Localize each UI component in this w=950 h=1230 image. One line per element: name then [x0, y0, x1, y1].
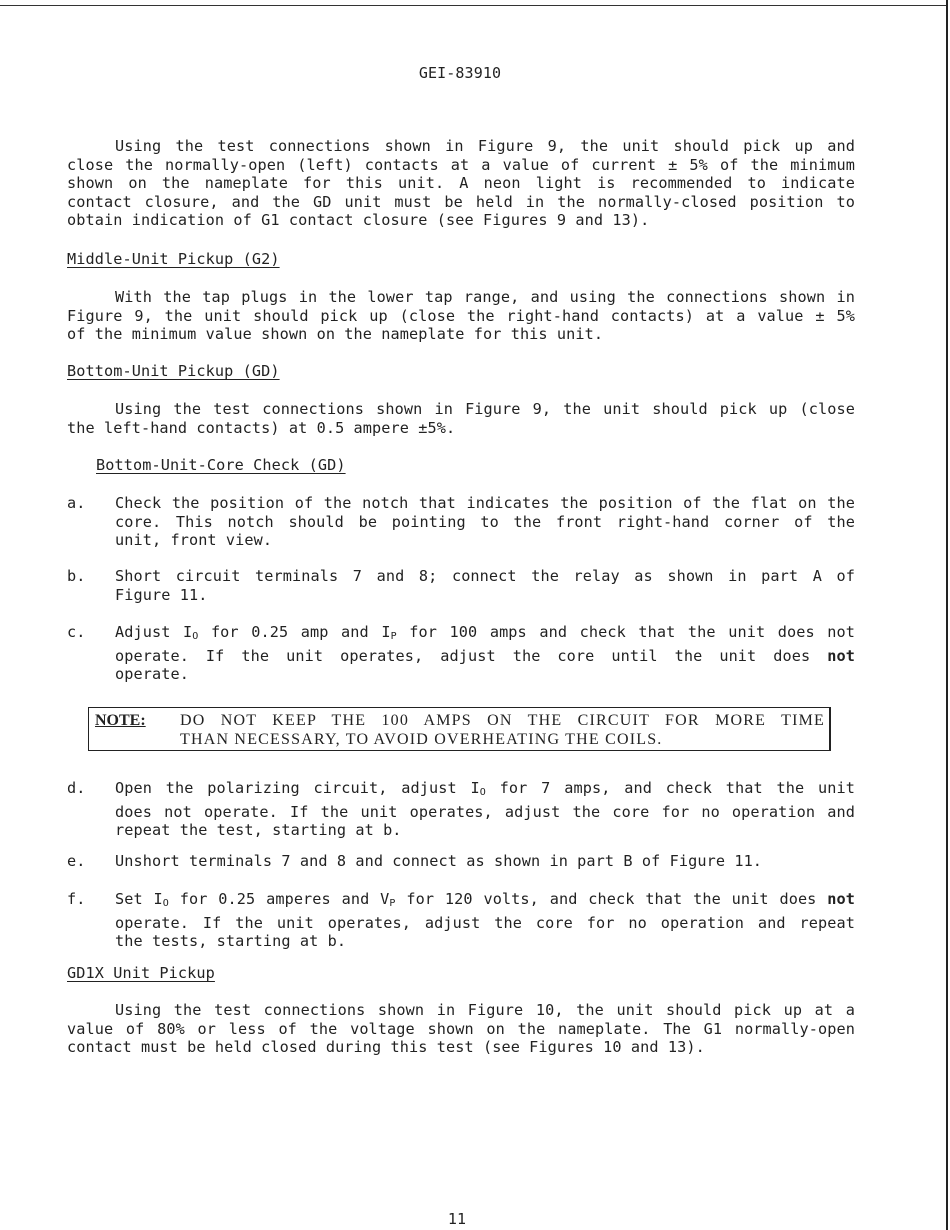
note-box: [88, 707, 831, 751]
section-heading-middle-unit: Middle-Unit Pickup (G2): [67, 250, 280, 268]
text-line: close the normally-open (left) contacts at a value of current ± 5% of the minimum: [67, 155, 855, 174]
top-rule: [0, 5, 947, 6]
subscript: P: [390, 631, 397, 642]
section-heading-core-check: Bottom-Unit-Core Check (GD): [96, 456, 346, 474]
text-line: Check the position of the notch that indicates the position of the flat on the: [115, 494, 855, 512]
text-fragment: operate. If the unit operates, adjust the core until the unit does: [115, 646, 811, 665]
text-line: [115, 647, 855, 666]
text-line: Using the test connections shown in Figure 10, the unit should pick up at a: [115, 1001, 855, 1019]
text-line: Unshort terminals 7 and 8 and connect as shown in part B of Figure 11.: [115, 852, 763, 870]
bold-word: not: [827, 646, 855, 665]
bold-word: not: [827, 890, 855, 908]
text-line: Figure 11.: [115, 585, 208, 604]
text-line: the left-hand contacts) at 0.5 ampere ±5%.: [67, 418, 456, 437]
text-line: [115, 890, 855, 914]
text-line: the tests, starting at b.: [115, 932, 347, 951]
text-line: Figure 9, the unit should pick up (close the right-hand contacts) at a value ± 5%: [67, 306, 855, 325]
document-number: GEI-83910: [418, 64, 502, 82]
text-fragment: for 0.25 amperes and V: [168, 890, 390, 908]
note-line: DO NOT KEEP THE 100 AMPS ON THE CIRCUIT FOR MORE TIME: [180, 712, 825, 729]
text-line: [115, 623, 855, 647]
text-line: shown on the nameplate for this unit. A neon light is recommended to indicate: [67, 174, 855, 193]
item-label: b.: [67, 567, 86, 585]
subscript: O: [479, 787, 486, 798]
subscript: O: [192, 631, 199, 642]
text-fragment: for 120 volts, and check that the unit does: [395, 890, 817, 908]
text-line: repeat the test, starting at b.: [115, 821, 402, 840]
section-heading-gd1x: GD1X Unit Pickup: [67, 964, 215, 982]
item-label: d.: [67, 779, 86, 797]
text-fragment: Open the polarizing circuit, adjust I: [115, 779, 480, 797]
section-heading-bottom-unit: Bottom-Unit Pickup (GD): [67, 362, 280, 380]
bottom-unit-paragraph: [67, 400, 855, 437]
text-line: Short circuit terminals 7 and 8; connect the relay as shown in part A of: [115, 567, 855, 585]
note-line: THAN NECESSARY, TO AVOID OVERHEATING THE COILS.: [180, 730, 663, 748]
text-line: of the minimum value shown on the nameplate for this unit.: [67, 325, 604, 344]
right-border: [946, 0, 948, 1230]
text-line: Using the test connections shown in Figure 9, the unit should pick up and: [115, 137, 855, 155]
text-fragment: Set I: [115, 890, 163, 908]
text-line: [115, 779, 855, 803]
text-line: unit, front view.: [115, 531, 273, 550]
middle-unit-paragraph: [67, 288, 855, 344]
text-fragment: for 0.25 amp and I: [198, 623, 391, 641]
subscript: P: [389, 898, 396, 909]
text-line: contact must be held closed during this test (see Figures 10 and 13).: [67, 1038, 705, 1057]
text-line: value of 80% or less of the voltage shown on the nameplate. The G1 normally-open: [67, 1019, 855, 1038]
text-line: obtain indication of G1 contact closure (see Figures 9 and 13).: [67, 211, 650, 230]
text-line: does not operate. If the unit operates, adjust the core for no operation and: [115, 802, 855, 821]
item-label: c.: [67, 623, 86, 641]
text-line: operate. If the unit operates, adjust the core for no operation and repeat: [115, 913, 855, 932]
text-line: core. This notch should be pointing to the front right-hand corner of the: [115, 512, 855, 531]
text-line: Using the test connections shown in Figure 9, the unit should pick up (close: [115, 400, 855, 418]
text-fragment: for 7 amps, and check that the unit: [485, 779, 856, 797]
subscript: O: [162, 898, 169, 909]
text-fragment: Adjust I: [115, 623, 193, 641]
text-line: contact closure, and the GD unit must be held in the normally-closed position to: [67, 192, 855, 211]
gd1x-paragraph: [67, 1001, 855, 1057]
item-label: e.: [67, 852, 86, 870]
item-label: f.: [67, 890, 86, 908]
item-label: a.: [67, 494, 86, 512]
intro-paragraph: [67, 137, 855, 230]
text-line: operate.: [115, 665, 189, 684]
page-number: 11: [447, 1210, 467, 1228]
note-label: NOTE:: [95, 712, 146, 729]
text-fragment: for 100 amps and check that the unit does not: [396, 623, 855, 641]
text-line: With the tap plugs in the lower tap range, and using the connections shown in: [115, 288, 855, 306]
